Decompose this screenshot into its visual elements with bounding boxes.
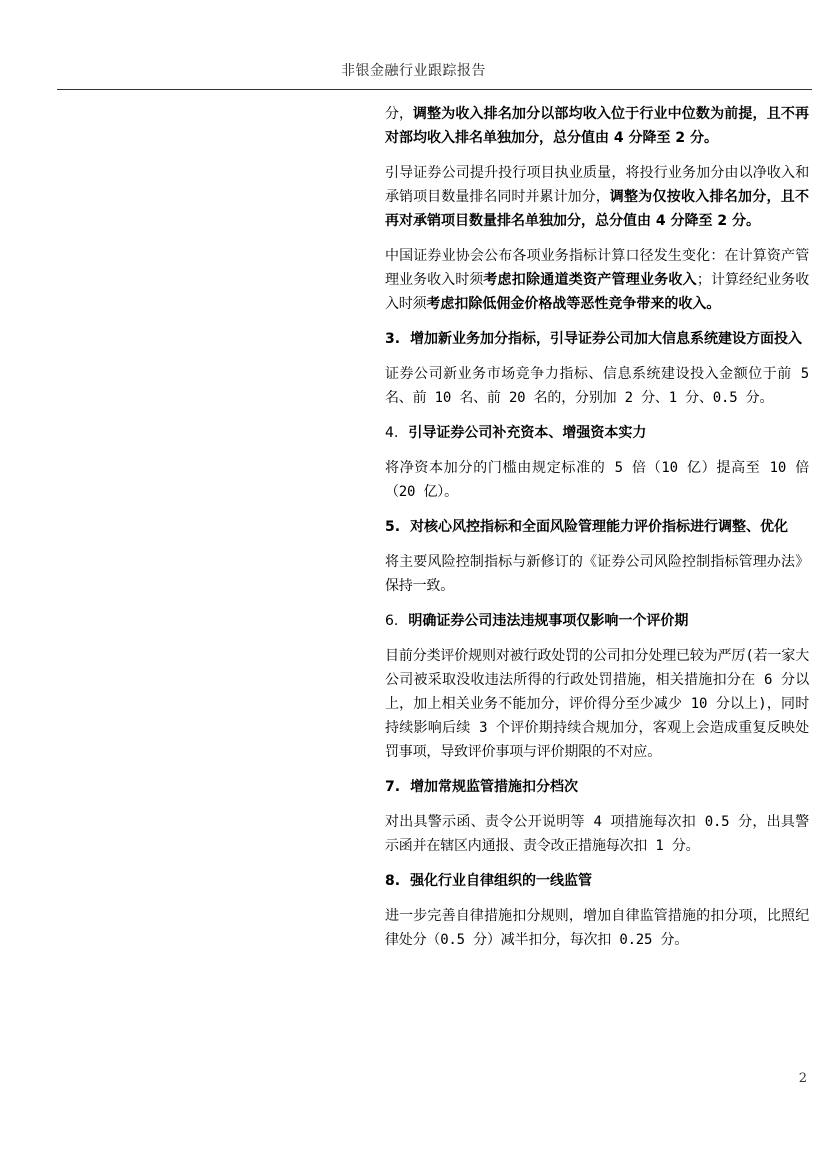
paragraph-1 [385, 102, 809, 150]
section-title: 强化行业自律组织的一线监管 [410, 873, 593, 889]
section-title: 增加新业务加分指标，引导证券公司加大信息系统建设方面投入 [410, 331, 803, 347]
section-body-5: 将主要风险控制指标与新修订的《证券公司风险控制指标管理办法》保持一致。 [385, 554, 809, 594]
bold-text-segment: 考虑扣除通道类资产管理业务收入 [483, 272, 697, 288]
section-number: 8. [385, 873, 401, 889]
section-number: 4. [385, 425, 399, 441]
text-segment: 引导证券公司提升投行项目执业质量，将投行业务加分由以净收入和承销项目数量排名同时并累计加分， [385, 165, 809, 205]
section-body-3: 证券公司新业务市场竞争力指标、信息系统建设投入金额位于前 5 名、前 10 名、前 20 名的，分别加 2 分、1 分、0.5 分。 [385, 366, 809, 406]
bold-text-segment: 考虑扣除低佣金价格战等恶性竞争带来的收入。 [426, 296, 721, 312]
section-body-7: 对出具警示函、责令公开说明等 4 项措施每次扣 0.5 分，出具警示函并在辖区内通报、责令改正措施每次扣 1 分。 [385, 814, 809, 854]
paragraph-3 [385, 244, 809, 316]
section-body-8: 进一步完善自律措施扣分规则，增加自律监管措施的扣分项，比照纪律处分（0.5 分）减半扣分，每次扣 0.25 分。 [385, 908, 809, 948]
section-heading-7 [385, 775, 809, 799]
section-number: 6. [385, 613, 399, 629]
section-title: 增加常规监管措施扣分档次 [410, 779, 579, 795]
section-title: 明确证券公司违法违规事项仅影响一个评价期 [408, 613, 689, 629]
section-heading-8 [385, 869, 809, 893]
header-divider [57, 89, 812, 90]
text-segment: 中国证券业协会公布各项业务指标计算口径发生变化：在计算资产管理业务收入时须 [385, 248, 809, 288]
section-number: 7. [385, 779, 401, 795]
report-header-title: 非银金融行业跟踪报告 [341, 63, 486, 79]
section-body-4: 将净资本加分的门槛由规定标准的 5 倍（10 亿）提高至 10 倍（20 亿）。 [385, 460, 809, 500]
section-body-6: 目前分类评价规则对被行政处罚的公司扣分处理已较为严厉(若一家大公司被采取没收违法所得的行政处罚措施，相关措施扣分在 6 分以上，加上相关业务不能加分，评价得分至少减少 10 分以上)，同时持续影响后续 3 个评价期持续合规加分，客观上会造成重复反映处罚事项，导致评价事项与评价期限的不对应。 [385, 648, 809, 760]
paragraph-2 [385, 161, 809, 233]
section-heading-6 [385, 609, 809, 633]
section-heading-3 [385, 327, 809, 351]
report-body [385, 102, 809, 963]
text-segment: 分， [385, 106, 413, 122]
bold-text-segment: 调整为收入排名加分以部均收入位于行业中位数为前提，且不再对部均收入排名单独加分，总分值由 4 分降至 2 分。 [385, 106, 809, 146]
text-segment: ；计算经纪业务收入时须 [385, 272, 810, 312]
page-number: 2 [798, 1071, 807, 1086]
section-title: 引导证券公司补充资本、增强资本实力 [408, 425, 647, 441]
section-title: 对核心风控指标和全面风险管理能力评价指标进行调整、优化 [410, 519, 789, 535]
section-number: 5. [385, 519, 401, 535]
section-heading-4 [385, 421, 809, 445]
section-heading-5 [385, 515, 809, 539]
section-number: 3. [385, 331, 401, 347]
bold-text-segment: 调整为仅按收入排名加分，且不再对承销项目数量排名单独加分，总分值由 4 分降至 2 分。 [385, 189, 809, 229]
